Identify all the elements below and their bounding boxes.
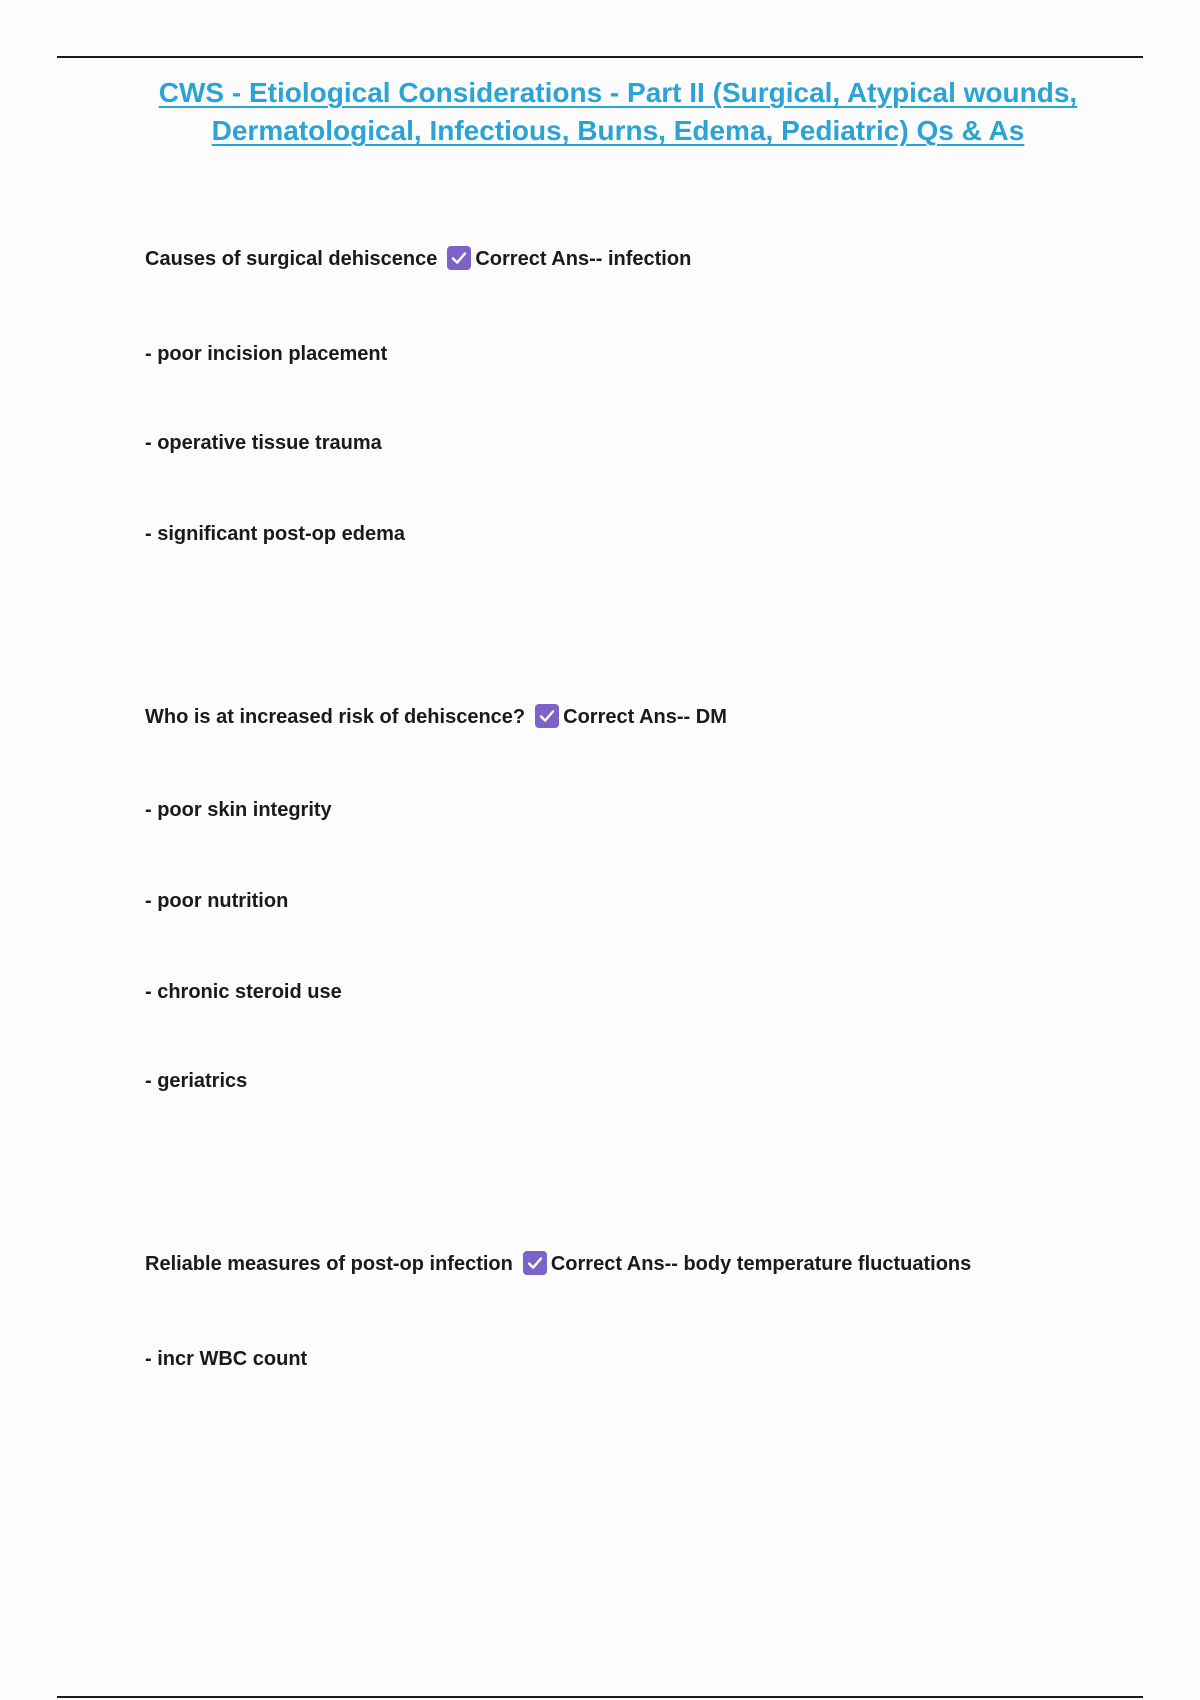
checked-box-icon xyxy=(523,1251,547,1275)
qa-item: - incr WBC count xyxy=(145,1348,308,1370)
qa-item: - significant post-op edema xyxy=(145,523,406,545)
qa-item: - poor incision placement xyxy=(145,343,388,365)
bottom-rule xyxy=(57,1696,1143,1698)
qa-item: - chronic steroid use xyxy=(145,981,342,1003)
question-text: Who is at increased risk of dehiscence? xyxy=(145,706,526,728)
title-line-2: Dermatological, Infectious, Burns, Edema, Pediatric) Qs & As xyxy=(211,115,1025,146)
answer-text: Correct Ans-- DM xyxy=(563,706,727,728)
qa-item: - poor skin integrity xyxy=(145,799,332,821)
top-rule xyxy=(57,56,1143,58)
qa-question-2 xyxy=(145,704,727,730)
question-text: Reliable measures of post-op infection xyxy=(145,1253,513,1275)
checked-box-icon xyxy=(535,704,559,728)
answer-text: Correct Ans-- body temperature fluctuations xyxy=(550,1253,972,1275)
document-title[interactable] xyxy=(120,74,1116,150)
qa-item: - poor nutrition xyxy=(145,890,289,912)
checked-box-icon xyxy=(447,246,471,270)
question-text: Causes of surgical dehiscence xyxy=(145,248,438,270)
answer-text: Correct Ans-- infection xyxy=(475,248,692,270)
qa-question-1 xyxy=(145,246,691,272)
title-line-1: CWS - Etiological Considerations - Part II (Surgical, Atypical wounds, xyxy=(158,77,1078,108)
qa-question-3 xyxy=(145,1251,971,1277)
qa-item: - geriatrics xyxy=(145,1070,248,1092)
qa-item: - operative tissue trauma xyxy=(145,432,382,454)
